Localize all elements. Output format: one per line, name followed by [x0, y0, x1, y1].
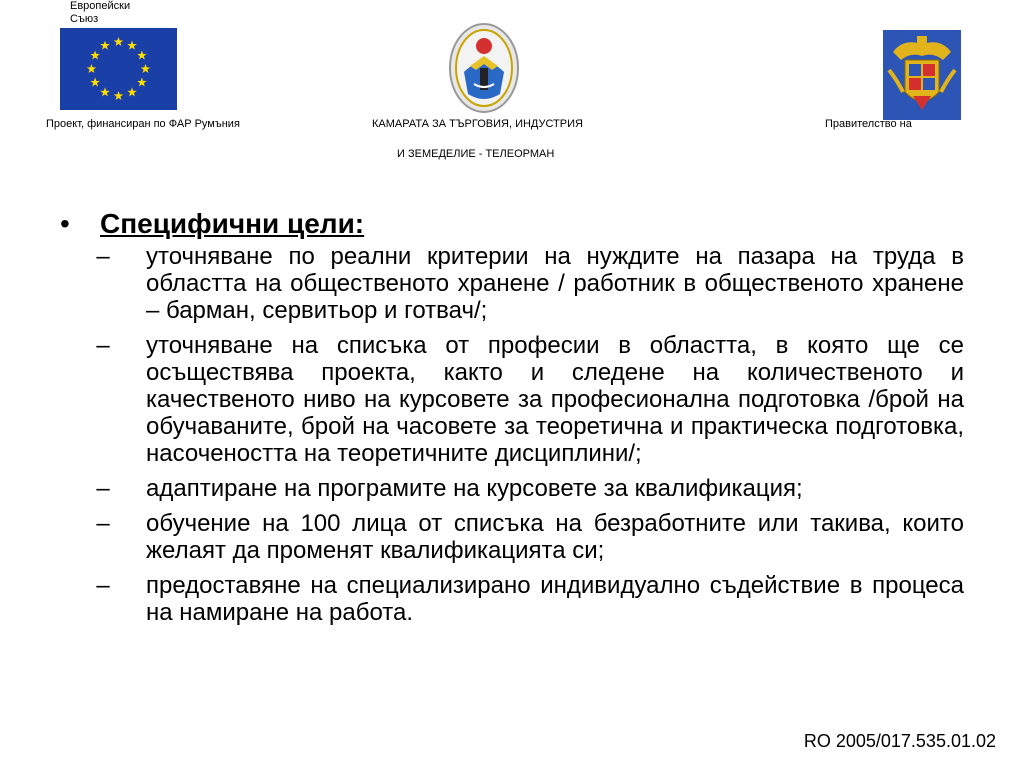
bullet-dot-icon: •	[60, 208, 70, 239]
chamber-emblem-icon	[448, 22, 520, 114]
romania-coat-of-arms-icon	[883, 30, 961, 120]
eu-flag-icon	[60, 28, 177, 110]
chamber-caption-line1: КАМАРАТА ЗА ТЪРГОВИЯ, ИНДУСТРИЯ	[372, 118, 583, 130]
project-code: RO 2005/017.535.01.02	[803, 731, 996, 751]
list-item	[60, 475, 964, 502]
dash-icon: –	[96, 475, 110, 502]
list-item	[60, 243, 964, 324]
dash-icon: –	[96, 572, 110, 599]
eu-caption: Европейски Съюз	[70, 0, 131, 25]
section-heading: Специфични цели:	[100, 208, 365, 239]
dash-icon: –	[96, 510, 110, 537]
list-item	[60, 332, 964, 467]
main-bullet	[60, 207, 964, 241]
chamber-caption-line2: И ЗЕМЕДЕЛИЕ - ТЕЛЕОРМАН	[397, 148, 555, 160]
project-funding-caption: Проект, финансиран по ФАР Румъния	[46, 118, 240, 130]
objective-text: обучение на 100 лица от списъка на безработните или такива, които желаят да променят квалификацията си;	[146, 510, 964, 564]
dash-icon: –	[96, 332, 110, 359]
objectives-list	[60, 243, 964, 626]
list-item	[60, 572, 964, 626]
list-item	[60, 510, 964, 564]
objective-text: уточняване на списъка от професии в областта, в която ще се осъществява проекта, както и следене на количественото и качественото ниво на курсовете за професионална подготовка /брой на обучаваните, брой на часовете за теоретична и практическа подготовка, насочеността на теоретичните дисциплини/;	[146, 332, 964, 467]
objective-text: предоставяне на специализирано индивидуално съдействие в процеса на намиране на работа.	[146, 572, 964, 626]
objective-text: уточняване по реални критерии на нуждите на пазара на труда в областта на общественото хранене / работник в общественото хранене – барман, сервитьор и готвач/;	[146, 243, 964, 324]
objective-text: адаптиране на програмите на курсовете за квалификация;	[146, 475, 803, 502]
government-caption: Правителство на	[825, 118, 912, 130]
dash-icon: –	[96, 243, 110, 270]
slide-content	[60, 207, 964, 634]
